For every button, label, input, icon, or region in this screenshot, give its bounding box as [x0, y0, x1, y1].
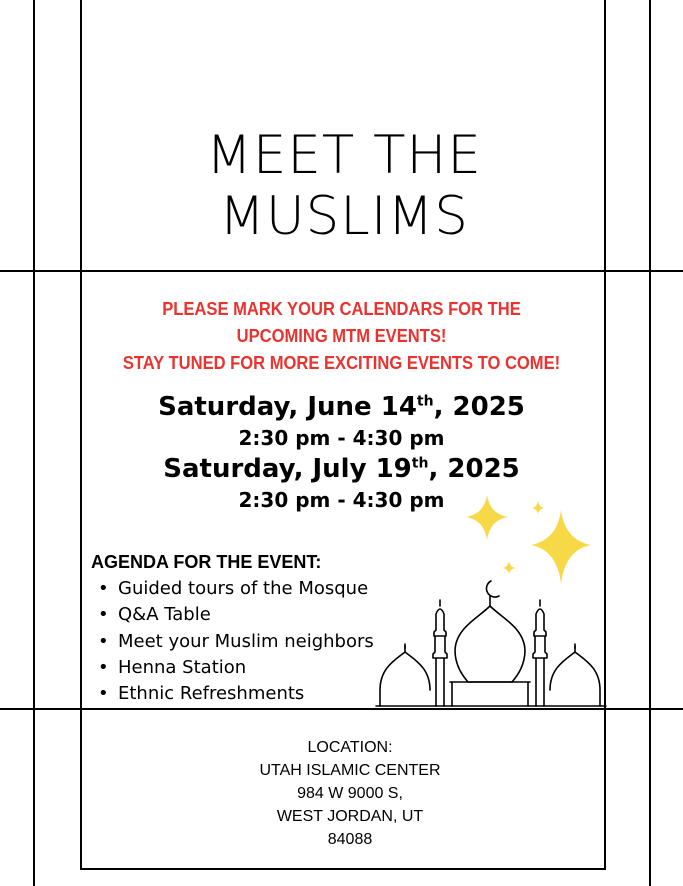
agenda-item: • Guided tours of the Mosque	[98, 576, 374, 602]
agenda-item: • Ethnic Refreshments	[98, 681, 374, 707]
mosque-icon	[376, 581, 606, 706]
agenda-item: • Q&A Table	[98, 602, 374, 628]
agenda-title: AGENDA FOR THE EVENT:	[91, 552, 322, 572]
notice-line-1: PLEASE MARK YOUR CALENDARS FOR THE	[162, 299, 521, 319]
location-city: WEST JORDAN, UT	[276, 808, 424, 825]
event-time-2: 2:30 pm - 4:30 pm	[238, 488, 445, 512]
event-date-1-year: , 2025	[433, 392, 525, 422]
sparkle-icon	[531, 510, 591, 584]
event-date-2-text: Saturday, July 19	[163, 454, 412, 484]
event-date-2-suffix: th	[411, 455, 429, 472]
location-zip: 84088	[327, 831, 373, 848]
event-date-1-text: Saturday, June 14	[158, 392, 417, 422]
notice-line-2: UPCOMING MTM EVENTS!	[236, 326, 447, 346]
location-street: 984 W 9000 S,	[297, 785, 403, 802]
location-name: UTAH ISLAMIC CENTER	[259, 762, 441, 779]
title-line-2: MUSLIMS	[219, 186, 469, 247]
event-date-2-year: , 2025	[428, 454, 520, 484]
title-line-1: MEET THE	[206, 125, 482, 186]
sparkle-icon	[466, 495, 508, 540]
event-time-1: 2:30 pm - 4:30 pm	[238, 426, 445, 450]
crescent-icon	[486, 581, 499, 597]
event-date-1-suffix: th	[416, 393, 434, 410]
sparkle-icon	[532, 501, 544, 514]
location-label: LOCATION:	[307, 739, 393, 756]
sparkle-icon	[503, 561, 515, 574]
notice-line-3: STAY TUNED FOR MORE EXCITING EVENTS TO COME!	[122, 353, 561, 373]
agenda-item: • Henna Station	[98, 655, 374, 681]
agenda-item: • Meet your Muslim neighbors	[98, 629, 374, 655]
